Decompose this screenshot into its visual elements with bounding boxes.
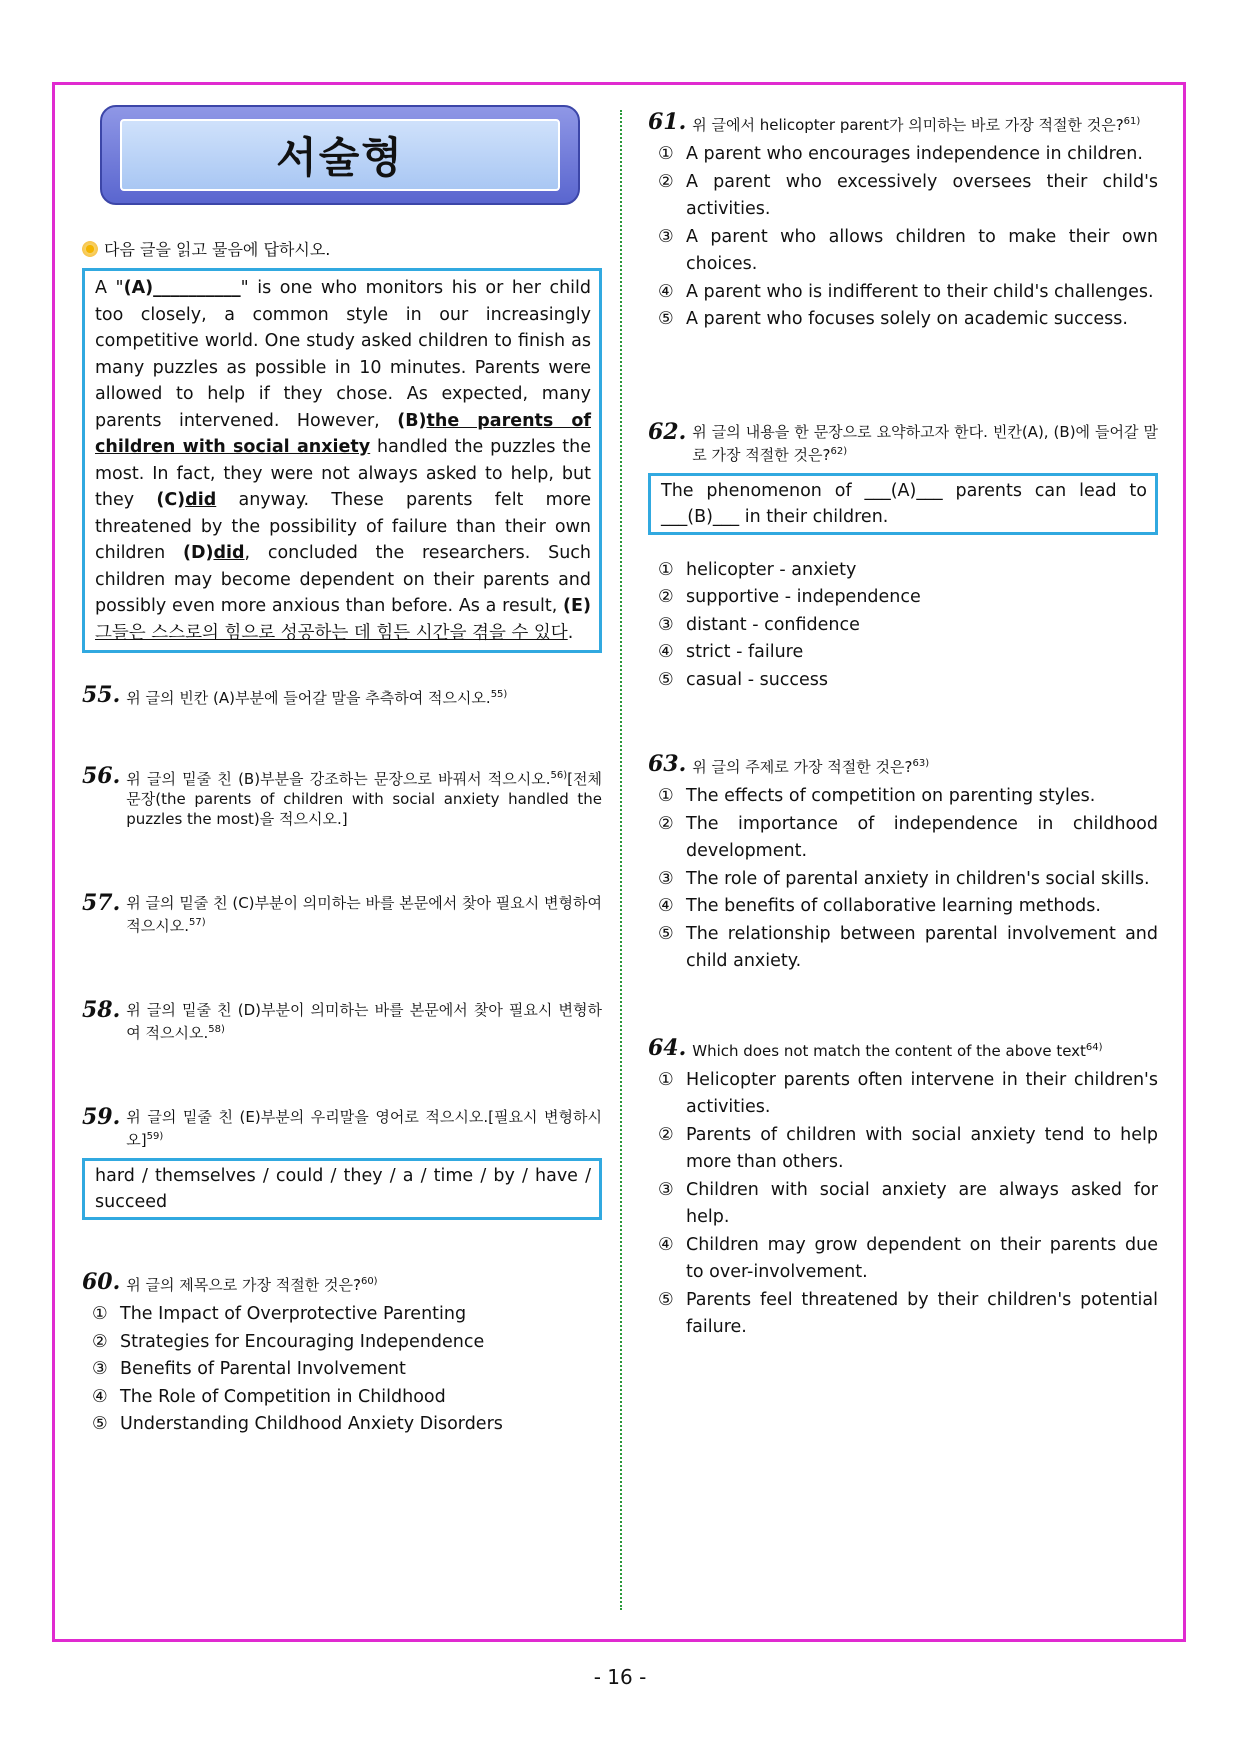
option-marker: ⑤ <box>658 309 674 329</box>
option[interactable] <box>658 1287 1158 1342</box>
label-b: (B) <box>397 410 427 431</box>
option-text: A parent who allows children to make their own choices. <box>686 226 1158 274</box>
option-marker: ③ <box>658 1179 674 1200</box>
underlined-c: did <box>185 490 217 510</box>
reading-passage <box>82 268 602 653</box>
question-number: 57. <box>82 890 121 916</box>
right-column <box>648 109 1158 1342</box>
question-text <box>692 754 1158 777</box>
option-text: A parent who is indifferent to their child's challenges. <box>686 281 1154 302</box>
option[interactable] <box>658 612 1158 640</box>
option-marker: ④ <box>658 896 674 916</box>
label-c: (C) <box>156 490 186 510</box>
option[interactable] <box>92 1329 602 1357</box>
option-marker: ② <box>658 587 674 607</box>
option-text: strict - failure <box>686 642 804 662</box>
option-marker: ③ <box>92 1359 108 1379</box>
question-text <box>126 766 602 829</box>
footnote-ref: 61) <box>1123 116 1141 127</box>
question-stem: 위 글의 주제로 가장 적절한 것은? <box>692 758 913 776</box>
question-stem: 위 글의 내용을 한 문장으로 요약하고자 한다. 빈칸(A), (B)에 들어갈 말로 가장 적절한 것은? <box>692 422 1158 464</box>
option[interactable] <box>658 893 1158 921</box>
footnote-ref: 64) <box>1085 1041 1103 1053</box>
option[interactable] <box>658 169 1158 224</box>
question-stem: 위 글의 밑줄 친 (E)부분의 우리말을 영어로 적으시오.[필요시 변형하시오] <box>126 1108 602 1149</box>
passage-text: A " <box>95 278 124 298</box>
option[interactable] <box>658 1232 1158 1287</box>
question-stem: Which does not match the content of the above text <box>692 1041 1086 1060</box>
options-60 <box>92 1301 602 1439</box>
footnote-ref: 62) <box>830 445 848 457</box>
options-61 <box>658 141 1158 334</box>
option[interactable] <box>658 1067 1158 1122</box>
option-text: distant - confidence <box>686 614 860 635</box>
question-number: 60. <box>82 1269 121 1295</box>
question-58 <box>82 997 602 1043</box>
question-stem: 위 글의 밑줄 친 (D)부분이 의미하는 바를 본문에서 찾아 필요시 변형하여 적으시오. <box>126 1001 602 1042</box>
question-number: 64. <box>648 1034 687 1061</box>
option-text: A parent who encourages independence in children. <box>686 144 1143 164</box>
footnote-ref: 56) <box>550 770 568 781</box>
underlined-d: did <box>213 543 245 563</box>
question-note: [전체 문장(the parents of children with social anxiety handled the puzzles the most)을 적으시오.] <box>126 770 602 828</box>
option-text: Helicopter parents often intervene in their children's activities. <box>686 1069 1158 1117</box>
option-text: casual - success <box>686 669 829 690</box>
section-title: 서술형 <box>120 119 560 191</box>
passage-text: anyway. These parents felt more threatened by the possibility of failure than their own children <box>95 490 591 563</box>
option-text: The importance of independence in childhood development. <box>686 813 1158 861</box>
option-marker: ⑤ <box>92 1414 108 1434</box>
question-text <box>126 1107 602 1150</box>
option[interactable] <box>658 667 1158 695</box>
option-text: A parent who focuses solely on academic success. <box>686 309 1128 329</box>
option-marker: ⑤ <box>658 669 674 690</box>
option-text: Children with social anxiety are always asked for help. <box>686 1179 1158 1227</box>
question-text <box>126 893 602 936</box>
question-57 <box>82 890 602 936</box>
passage-text: handled the puzzles the most. In fact, they were not always asked to help, but they <box>95 437 591 510</box>
footnote-ref: 60) <box>360 1276 378 1287</box>
option-marker: ① <box>658 559 674 580</box>
option-text: helicopter - anxiety <box>686 559 857 580</box>
instruction <box>82 237 602 260</box>
option-marker: ② <box>658 1124 674 1145</box>
option[interactable] <box>658 783 1158 811</box>
option[interactable] <box>658 811 1158 866</box>
label-e: (E) <box>563 596 591 616</box>
option-marker: ① <box>658 786 674 806</box>
option-marker: ③ <box>658 868 674 889</box>
option[interactable] <box>658 584 1158 612</box>
question-55 <box>82 682 602 708</box>
question-text <box>692 1038 1158 1061</box>
option-marker: ② <box>92 1331 108 1352</box>
footnote-ref: 55) <box>490 689 508 700</box>
section-title-banner <box>100 105 580 205</box>
option-marker: ② <box>658 171 674 192</box>
option-marker: ③ <box>658 226 674 247</box>
footnote-ref: 59) <box>146 1131 164 1142</box>
underlined-e: 그들은 스스로의 힘으로 성공하는 데 힘든 시간을 겪을 수 있다 <box>95 622 568 643</box>
option-text: Strategies for Encouraging Independence <box>120 1331 485 1352</box>
underlined-b: the parents of children with social anxiety <box>95 410 591 457</box>
option[interactable] <box>92 1356 602 1384</box>
word-bank: hard / themselves / could / they / a / time / by / have / succeed <box>82 1158 602 1220</box>
option-marker: ① <box>658 144 674 164</box>
question-text <box>126 1272 602 1295</box>
option-text: Parents of children with social anxiety tend to help more than others. <box>686 1124 1158 1172</box>
options-62 <box>658 557 1158 695</box>
question-number: 61. <box>648 109 687 135</box>
option-text: The Impact of Overprotective Parenting <box>120 1304 467 1324</box>
footnote-ref: 63) <box>912 758 930 769</box>
question-text <box>692 112 1158 135</box>
option-text: Understanding Childhood Anxiety Disorders <box>120 1414 503 1434</box>
option[interactable] <box>658 224 1158 279</box>
option-text: The effects of competition on parenting styles. <box>686 786 1096 806</box>
question-60 <box>82 1269 602 1295</box>
question-62 <box>648 418 1158 465</box>
option[interactable] <box>658 1177 1158 1232</box>
option[interactable] <box>658 306 1158 334</box>
question-63 <box>648 751 1158 777</box>
option-text: The Role of Competition in Childhood <box>120 1386 446 1407</box>
question-text <box>126 685 602 708</box>
option-marker: ④ <box>92 1386 108 1407</box>
passage-text: , concluded the researchers. Such children may become dependent on their parents and possibly even more anxious than before. As a result, <box>95 543 591 616</box>
question-61 <box>648 109 1158 135</box>
option-text: supportive - independence <box>686 587 921 607</box>
footnote-ref: 57) <box>189 917 206 928</box>
option-marker: ⑤ <box>658 1289 674 1310</box>
options-63 <box>658 783 1158 976</box>
question-stem: 위 글에서 helicopter parent가 의미하는 바로 가장 적절한 것은? <box>692 116 1124 134</box>
question-number: 59. <box>82 1104 121 1130</box>
option-marker: ③ <box>658 614 674 635</box>
option[interactable] <box>658 557 1158 585</box>
question-56 <box>82 763 602 829</box>
option[interactable] <box>658 921 1158 976</box>
option[interactable] <box>658 639 1158 667</box>
option[interactable] <box>92 1384 602 1412</box>
flower-icon <box>82 241 98 257</box>
option[interactable] <box>658 279 1158 307</box>
option-text: Benefits of Parental Involvement <box>120 1359 406 1379</box>
option-marker: ⑤ <box>658 923 674 944</box>
question-number: 56. <box>82 763 121 789</box>
question-stem: 위 글의 빈칸 (A)부분에 들어갈 말을 추측하여 적으시오. <box>126 689 491 707</box>
left-column <box>82 105 602 1439</box>
option-marker: ① <box>658 1069 674 1090</box>
instruction-text: 다음 글을 읽고 물음에 답하시오. <box>104 240 331 259</box>
option-text: A parent who excessively oversees their child's activities. <box>686 171 1158 219</box>
column-divider <box>620 110 622 1610</box>
option-text: The benefits of collaborative learning methods. <box>686 896 1101 916</box>
option[interactable] <box>658 866 1158 894</box>
option[interactable] <box>658 1122 1158 1177</box>
option-marker: ④ <box>658 642 674 662</box>
question-number: 55. <box>82 682 121 708</box>
question-stem: 위 글의 밑줄 친 (B)부분을 강조하는 문장으로 바꿔서 적으시오. <box>126 770 551 788</box>
footnote-ref: 58) <box>208 1024 225 1035</box>
option-marker: ① <box>92 1304 108 1324</box>
option-text: The role of parental anxiety in children's social skills. <box>686 868 1150 889</box>
question-number: 62. <box>648 418 687 445</box>
passage-text: " is one who monitors his or her child too closely, a common style in our increasingly competitive world. One study asked children to finish as many puzzles as possible in 10 minutes. Parents were allowed to help if they chose. As expected, many parents intervened. However, <box>95 278 591 431</box>
blank-a: (A)__________ <box>123 278 241 298</box>
option-marker: ④ <box>658 281 674 302</box>
question-text <box>126 1000 602 1043</box>
question-59 <box>82 1104 602 1150</box>
option-text: The relationship between parental involvement and child anxiety. <box>686 923 1158 971</box>
option-text: Parents feel threatened by their children's potential failure. <box>686 1289 1158 1337</box>
option[interactable] <box>92 1411 602 1439</box>
question-stem: 위 글의 제목으로 가장 적절한 것은? <box>126 1276 361 1294</box>
page-number: - 16 - <box>593 1665 647 1689</box>
passage-text: . <box>567 622 574 643</box>
question-number: 63. <box>648 751 687 777</box>
options-64 <box>658 1067 1158 1342</box>
label-d: (D) <box>182 543 214 563</box>
option[interactable] <box>658 141 1158 169</box>
question-text <box>692 422 1158 465</box>
question-64 <box>648 1034 1158 1061</box>
option-marker: ④ <box>658 1234 674 1255</box>
option-marker: ② <box>658 813 674 834</box>
summary-box: The phenomenon of ___(A)___ parents can lead to ___(B)___ in their children. <box>648 473 1158 535</box>
question-stem: 위 글의 밑줄 친 (C)부분이 의미하는 바를 본문에서 찾아 필요시 변형하여 적으시오. <box>126 894 602 935</box>
option-text: Children may grow dependent on their parents due to over-involvement. <box>686 1234 1158 1282</box>
question-number: 58. <box>82 997 121 1023</box>
option[interactable] <box>92 1301 602 1329</box>
